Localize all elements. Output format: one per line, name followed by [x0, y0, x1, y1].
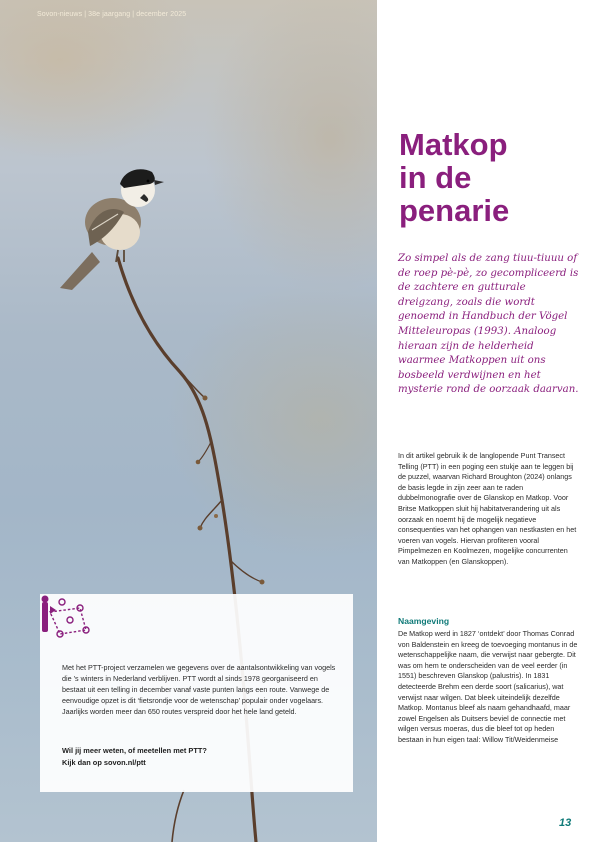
title-line-2: in de	[399, 160, 472, 195]
running-head: Sovon-nieuws | 38e jaargang | december 2025	[37, 11, 187, 18]
article-paragraph-2: De Matkop werd in 1827 ‘ontdekt’ door Thomas Conrad von Baldenstein en kreeg de toevoeging montanus in de wetenschappelijke naam, die verwijst naar gebergte. Dit was om hem te onderscheiden van de veel eerder (in 1551) beschreven Glanskop (palustris). In 1831 detecteerde Brehm een derde soort (salicarius), wat verwijst naar wilgen. Dat bleek uiteindelijk dezelfde Matkop. Montanus bleef als naam gehandhaafd, maar zowel Engelsen als Duitsers beviel de connectie met wilgen versus moeras, dus die bleef tot op heden bestaan in hun eigen taal: Willow Tit/Weidenmeise	[398, 629, 578, 744]
title-line-1: Matkop	[399, 127, 508, 162]
page-number: 13	[559, 817, 572, 829]
ptt-description: Met het PTT-project verzamelen we gegevens over de aantalsontwikkeling van vogels die ’s winters in Nederland verblijven. PTT wordt al sinds 1978 georganiseerd en bestaat uit een telling in december vanaf vaste punten langs een route. Vanwege de eenvoudige opzet is dit ‘fietsrondje voor de wetenschap’ populair onder vogelaars. Jaarlijks worden meer dan 650 routes verspreid door het hele land geteld.	[62, 663, 336, 716]
section-heading-naamgeving: Naamgeving	[398, 616, 450, 626]
article-paragraph-1: In dit artikel gebruik ik de langlopende Punt Transect Telling (PTT) in een poging een stukje aan te leggen bij de puzzel, waarvan Richard Broughton (2024) onlangs de basis legde in zijn zeer aan te raden dubbelmonografie over de Glanskop en Matkop. Voor Britse Matkoppen sluit hij habitatverandering uit als oorzaak en noemt hij de mogelijk negatieve consequenties van het ophangen van nestkasten en het voeren van vogels. Hiervan profiteren vooral Pimpelmezen en Koolmezen, mogelijke concurrenten van Matkoppen (en Glanskoppen).	[398, 451, 577, 566]
title-line-3: penarie	[399, 193, 510, 228]
ptt-call-to-action	[62, 745, 338, 768]
ptt-cta-link[interactable]: Kijk dan op sovon.nl/ptt	[62, 757, 146, 767]
article-title	[399, 128, 509, 227]
ptt-cta-question: Wil jij meer weten, of meetellen met PTT?	[62, 746, 207, 755]
ptt-info-box	[40, 594, 353, 792]
route-map-icon	[40, 594, 92, 640]
article-intro: Zo simpel als de zang tiuu-tiuuu of de roep pè-pè, zo gecompliceerd is de zachtere en gutturale dreigzang, zoals die wordt genoemd in Handbuch der Vögel Mitteleuropas (1993). Analoog hieraan zijn de helderheid waarmee Matkoppen uit ons bosbeeld verdwijnen en het mysterie rond de oorzaak daarvan.	[398, 253, 579, 396]
